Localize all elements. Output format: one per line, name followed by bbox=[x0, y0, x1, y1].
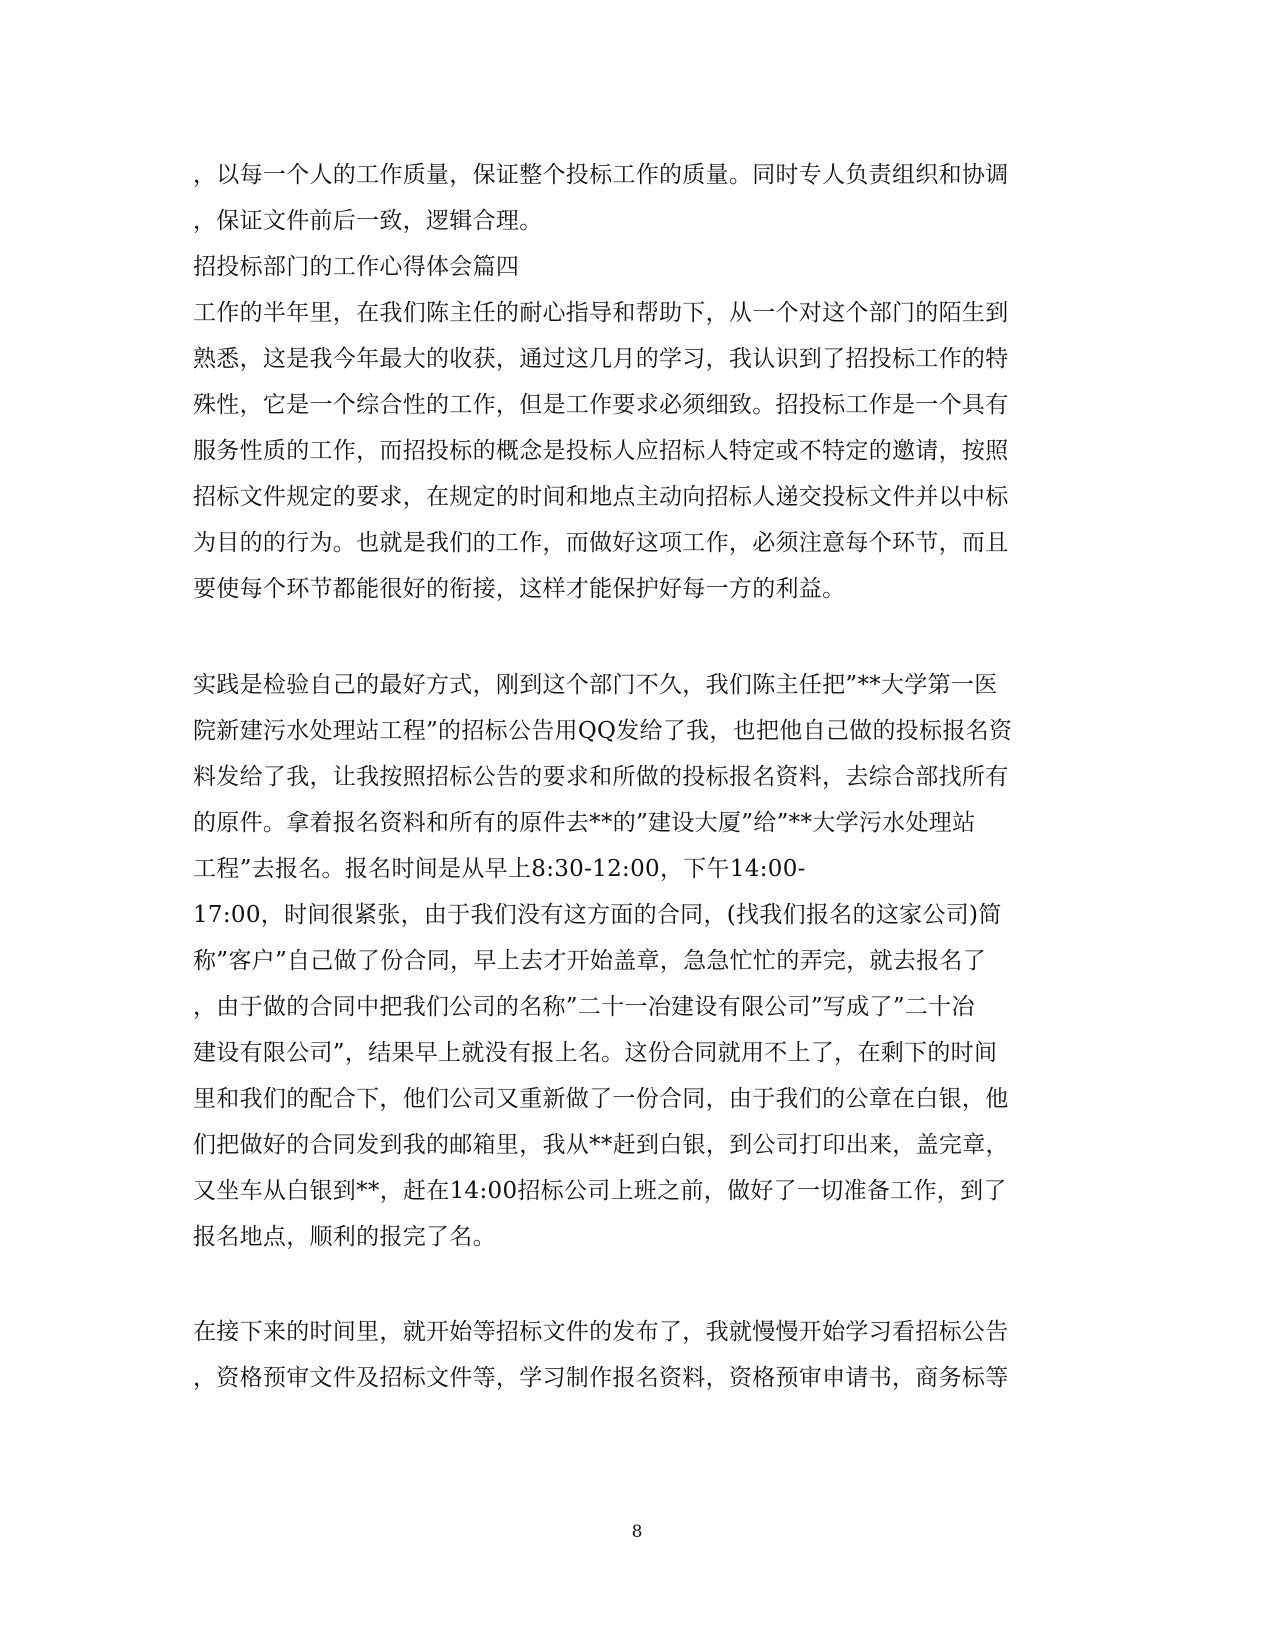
text-line: 又坐车从白银到**，赶在14:00招标公司上班之前，做好了一切准备工作，到了 bbox=[193, 1178, 1007, 1204]
text-line: 要使每个环节都能很好的衔接，这样才能保护好每一方的利益。 bbox=[193, 576, 846, 602]
text-line: 招标文件规定的要求，在规定的时间和地点主动向招标人递交投标文件并以中标 bbox=[193, 484, 1009, 510]
text-line: 们把做好的合同发到我的邮箱里，我从**赶到白银，到公司打印出来，盖完章， bbox=[193, 1132, 1009, 1158]
text-line: ，资格预审文件及招标文件等，学习制作报名资料，资格预审申请书，商务标等 bbox=[193, 1365, 1009, 1391]
text-line: 的原件。拿着报名资料和所有的原件去**的”建设大厦”给”**大学污水处理站 bbox=[193, 810, 976, 836]
text-line: 院新建污水处理站工程”的招标公告用QQ发给了我，也把他自己做的投标报名资 bbox=[193, 718, 1013, 744]
text-line: 建设有限公司”，结果早上就没有报上名。这份合同就用不上了，在剩下的时间 bbox=[193, 1040, 998, 1066]
text-line: ，以每一个人的工作质量，保证整个投标工作的质量。同时专人负责组织和协调 bbox=[193, 162, 1009, 188]
text-line: ，由于做的合同中把我们公司的名称”二十一冶建设有限公司”写成了”二十冶 bbox=[193, 994, 975, 1020]
text-line: 17:00，时间很紧张，由于我们没有这方面的合同，(找我们报名的这家公司)简 bbox=[193, 902, 1002, 928]
text-line: 熟悉，这是我今年最大的收获，通过这几月的学习，我认识到了招投标工作的特 bbox=[193, 346, 1009, 372]
text-line: 殊性，它是一个综合性的工作，但是工作要求必须细致。招投标工作是一个具有 bbox=[193, 392, 1009, 418]
text-line: 在接下来的时间里，就开始等招标文件的发布了，我就慢慢开始学习看招标公告 bbox=[193, 1319, 1009, 1345]
text-line: ，保证文件前后一致，逻辑合理。 bbox=[193, 208, 543, 234]
text-line: 为目的的行为。也就是我们的工作，而做好这项工作，必须注意每个环节，而且 bbox=[193, 530, 1009, 556]
text-line: 服务性质的工作，而招投标的概念是投标人应招标人特定或不特定的邀请，按照 bbox=[193, 438, 1009, 464]
text-line: 称”客户”自己做了份合同，早上去才开始盖章，急急忙忙的弄完，就去报名了 bbox=[193, 948, 987, 974]
page-number: 8 bbox=[631, 1522, 643, 1542]
text-line: 里和我们的配合下，他们公司又重新做了一份合同，由于我们的公章在白银，他 bbox=[193, 1086, 1009, 1112]
section-heading: 招投标部门的工作心得体会篇四 bbox=[193, 254, 520, 280]
text-line: 料发给了我，让我按照招标公告的要求和所做的投标报名资料，去综合部找所有 bbox=[193, 764, 1009, 790]
text-line: 工程”去报名。报名时间是从早上8:30-12:00，下午14:00- bbox=[193, 856, 806, 882]
text-line: 报名地点，顺利的报完了名。 bbox=[193, 1224, 496, 1250]
text-line: 工作的半年里，在我们陈主任的耐心指导和帮助下，从一个对这个部门的陌生到 bbox=[193, 300, 1009, 326]
text-line: 实践是检验自己的最好方式，刚到这个部门不久，我们陈主任把”**大学第一医 bbox=[193, 672, 998, 698]
